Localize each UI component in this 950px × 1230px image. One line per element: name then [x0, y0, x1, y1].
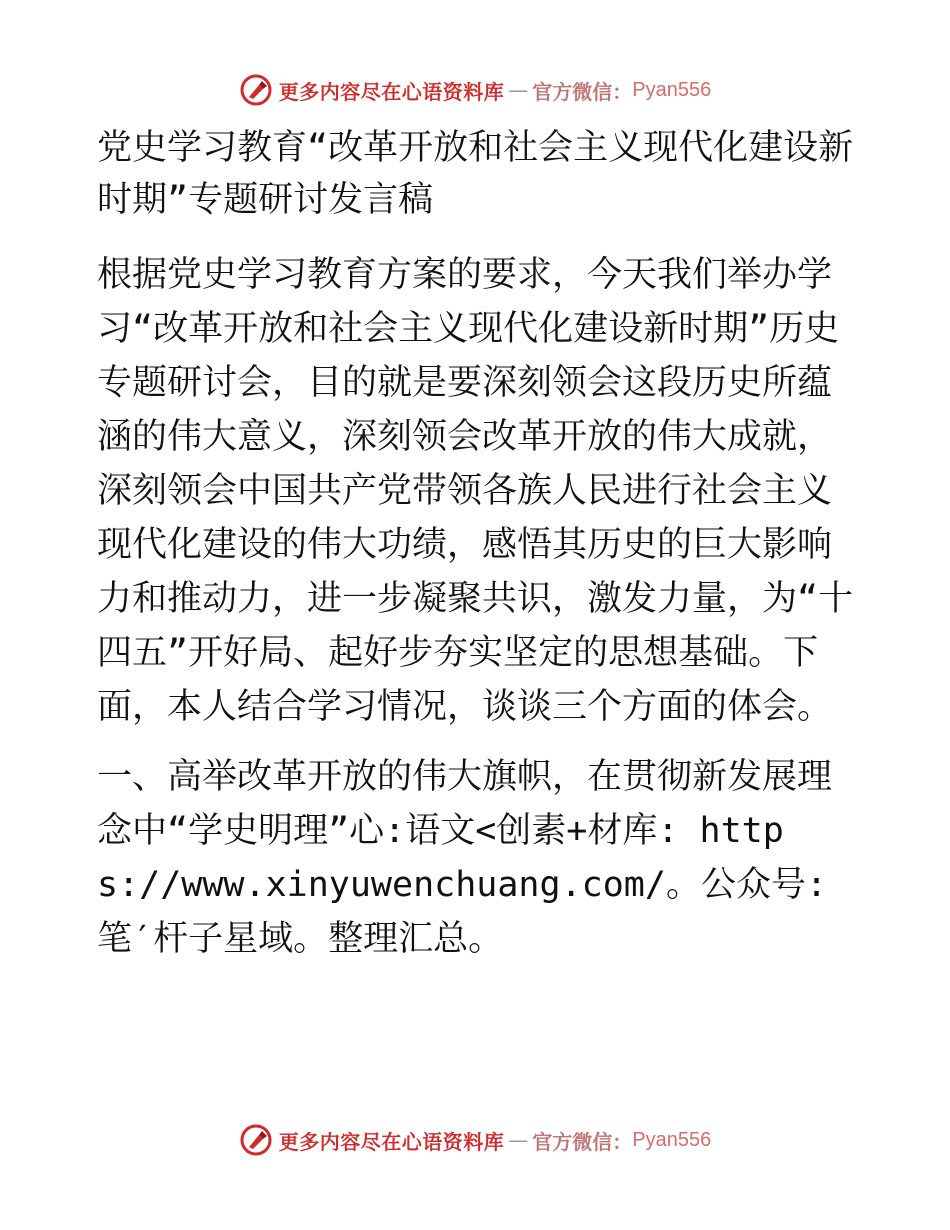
banner-wechat-id: Pyan556 — [632, 1128, 712, 1151]
paragraph-intro: 根据党史学习教育方案的要求，今天我们举办学习“改革开放和社会主义现代化建设新时期”历史专题研讨会，目的就是要深刻领会这段历史所蕴涵的伟大意义，深刻领会改革开放的伟大成就，深刻领会中国共产党带领各族人民进行社会主义现代化建设的伟大功绩，感悟其历史的巨大影响力和推动力，进一步凝聚共识，激发力量，为“十四五”开好局、起好步夯实坚定的思想基础。下面，本人结合学习情况，谈谈三个方面的体会。 — [97, 255, 854, 727]
banner-main-text: 更多内容尽在心语资料库 — [278, 79, 505, 104]
banner-main-text: 更多内容尽在心语资料库 — [278, 1129, 505, 1154]
paragraph-section-one: 一、高举改革开放的伟大旗帜，在贯彻新发展理念中“学史明理”心:语文<创素+材库: https://www.xinyuwenchuang.com/。公众号: 笔′杆子星域。整理汇总。 — [97, 757, 833, 959]
document-title: 党史学习教育“改革开放和社会主义现代化建设新时期”专题研讨发言稿 — [97, 128, 854, 220]
document-body — [97, 122, 857, 982]
footer-banner — [0, 1120, 950, 1160]
pen-nib-logo-icon — [239, 73, 273, 107]
banner-dash: — — [508, 1128, 529, 1152]
header-banner — [0, 70, 950, 110]
banner-wechat-label: 官方微信： — [532, 1129, 633, 1154]
banner-wechat-label: 官方微信： — [532, 79, 633, 104]
banner-dash: — — [508, 78, 529, 102]
banner-wechat-id: Pyan556 — [632, 78, 712, 101]
pen-nib-logo-icon — [239, 1123, 273, 1157]
